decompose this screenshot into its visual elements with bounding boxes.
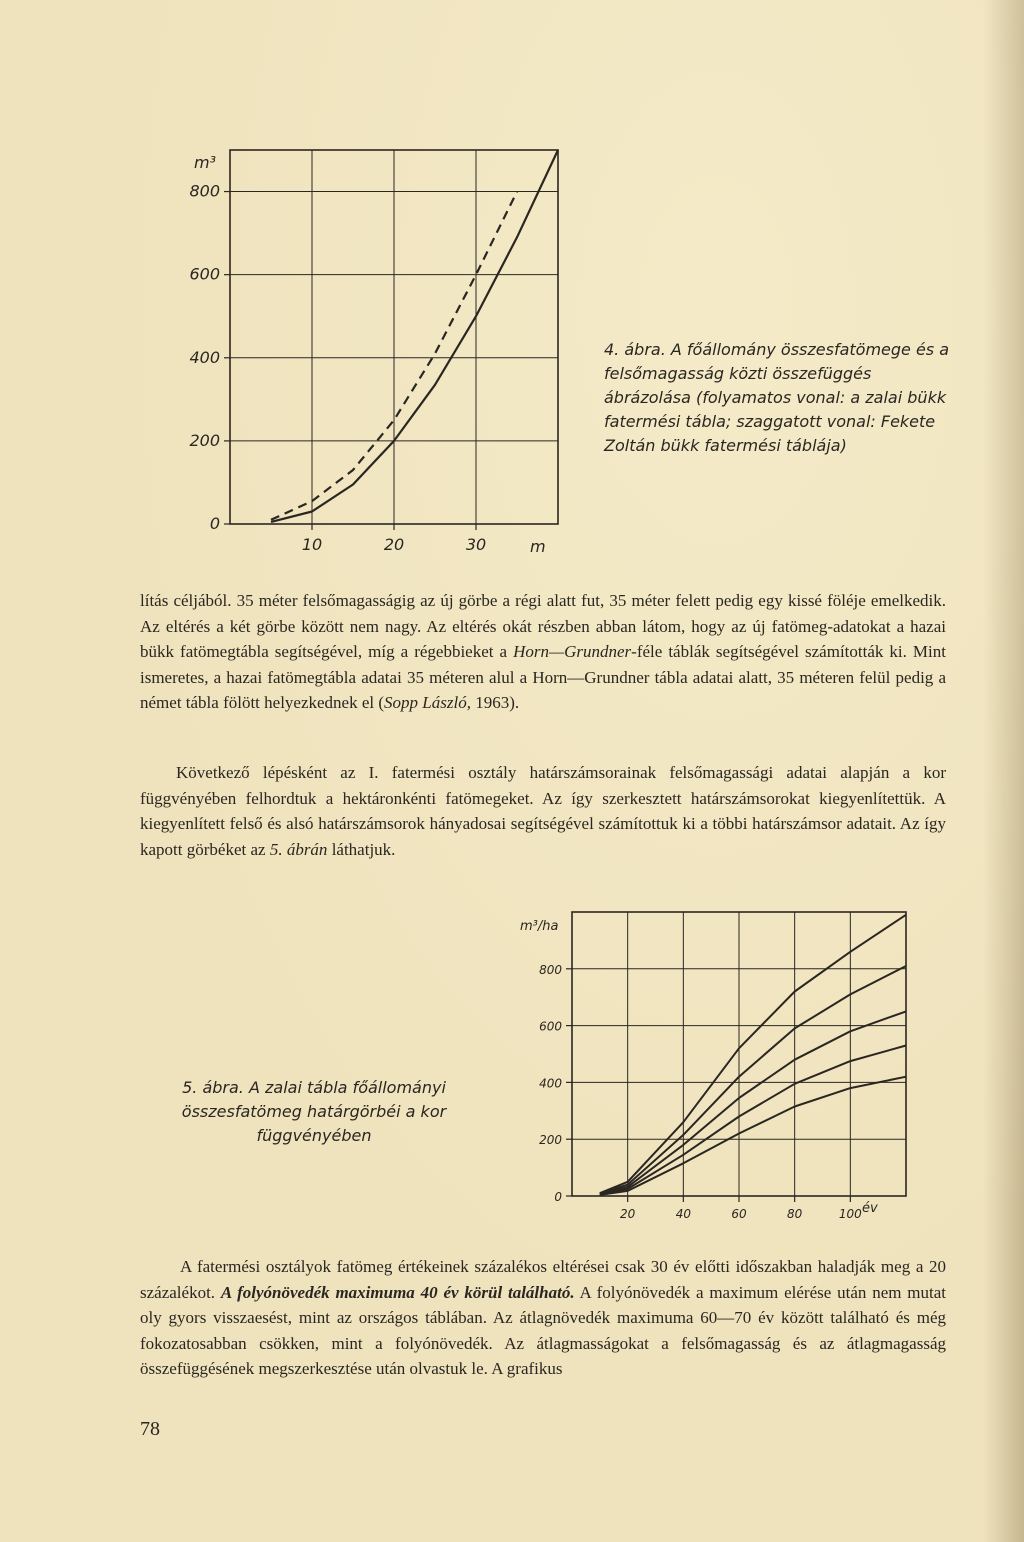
fig4-ytick-label: 600 [189, 264, 220, 284]
fig5-series-line-3 [600, 1011, 906, 1194]
paragraph-3-text-b: A folyónövedék a maximum elérése után nem mutat oly gyors visszaesést, mint az országos táblában. Az átlagnövedék maximuma 60—70 év között található és még fokozatosabban csökken, mint a folyónövedék. Az átlagmasságokat a felsőmagasság és az átlagmagasság összefüggésének megszerkesztése után olvastuk le. A grafikus [140, 1282, 947, 1378]
paragraph-1-text-a: lítás céljából. 35 méter felsőmagasságig az új görbe a régi alatt fut, 35 méter felett pedig egy kissé föléje emelkedik. Az eltérés a két görbe között nem nagy. Az eltérés okát részben abban látom, hogy az új fatömeg-adatokat a hazai bükk fatömegtábla segítségével, míg a régebbieket a [140, 591, 946, 661]
fig5-xtick-label: 100 [838, 1207, 862, 1221]
figure-5-caption-text: A zalai tábla főállományi összesfatömeg határgörbéi a kor függvényében [181, 1078, 447, 1145]
fig4-ytick-label: 400 [189, 347, 220, 367]
figure-5-chart [510, 900, 910, 1225]
fig5-xtick-label: 80 [787, 1207, 803, 1221]
fig5-xtick-label: 60 [731, 1207, 747, 1221]
paragraph-3-text-a: A fatermési osztályok fatömeg értékeinek százalékos eltérései csak 30 év előtti időszakban haladják meg a 20 százalékot. [140, 1257, 946, 1302]
figure-4-caption [604, 338, 950, 458]
fig5-series-line-1 [600, 915, 906, 1193]
figure-4-chart [180, 140, 580, 580]
figure-4-y-unit: m³ [194, 153, 216, 172]
paragraph-3-emphasis: A folyónövedék maximuma 40 év körül található. [220, 1282, 575, 1302]
fig5-series-line-2 [600, 966, 906, 1194]
paragraph-1-citation-sopp: Sopp László, [384, 693, 471, 712]
paragraph-2-text-b: láthatjuk. [327, 839, 396, 859]
paragraph-2-text-a: Következő lépésként az I. fatermési osztály határszámsorainak felsőmagassági adatai alapján a kor függvényében felhordtuk a hektáronkénti fatömegeket. Az így szerkesztett határszámsorokat kiegyenlítettük. A kiegyenlített felső és alsó határszámsorok hányadosai segítségével számítottuk ki a többi határszámsor adatait. Az így kapott görbéket az [140, 763, 946, 859]
fig4-xtick-label: 20 [383, 535, 405, 554]
figure-5-caption-number: 5. ábra. [182, 1078, 244, 1097]
fig5-ytick-label: 200 [539, 1133, 562, 1148]
fig5-xtick-label: 40 [675, 1207, 691, 1221]
fig4-ytick-label: 200 [189, 430, 220, 450]
paragraph-1-citation-horn: Horn—Grundner [513, 642, 632, 661]
fig5-xtick-label: 20 [620, 1207, 636, 1221]
fig4-xtick-label: 30 [465, 535, 487, 554]
paragraph-2 [140, 760, 946, 862]
paragraph-1-text-c: 1963). [470, 693, 520, 712]
figure-5-caption [140, 1076, 488, 1148]
figure-4-series [271, 150, 558, 522]
figure-5-x-unit: év [862, 1201, 878, 1216]
figure-5-y-unit: m³/ha [520, 919, 559, 934]
fig5-ytick-label: 600 [539, 1019, 562, 1034]
page-number: 78 [140, 1418, 160, 1440]
paragraph-2-figure-ref: 5. ábrán [269, 839, 328, 859]
paragraph-1-text-b: -féle táblák segítségével számították ki. Mint ismeretes, a hazai fatömegtábla adatai 35 méteren alul a Horn—Grundner tábla adatai alatt, 35 méteren felül pedig a német tábla fölött helyezkednek el ( [140, 642, 946, 712]
fig4-xtick-label: 10 [301, 535, 323, 554]
paragraph-1 [140, 588, 946, 716]
paragraph-3 [140, 1254, 946, 1382]
fig5-ytick-label: 400 [539, 1076, 562, 1091]
fig4-ytick-label: 800 [189, 181, 220, 201]
fig4-series-line-1 [271, 150, 558, 522]
figure-4-caption-text: A főállomány összesfatömege és a felsőmagasság közti összefüggés ábrázolása (folyamatos vonal: a zalai bükk fatermési tábla; szaggatott vonal: Fekete Zoltán bükk fatermési táblája) [604, 340, 950, 455]
fig4-ytick-label: 0 [209, 514, 220, 533]
figure-4-grid [230, 150, 558, 524]
fig5-ytick-label: 0 [554, 1190, 562, 1204]
figure-4-x-unit: m [530, 537, 546, 556]
fig5-ytick-label: 800 [539, 962, 562, 977]
figure-4-caption-number: 4. ábra. [604, 340, 666, 359]
